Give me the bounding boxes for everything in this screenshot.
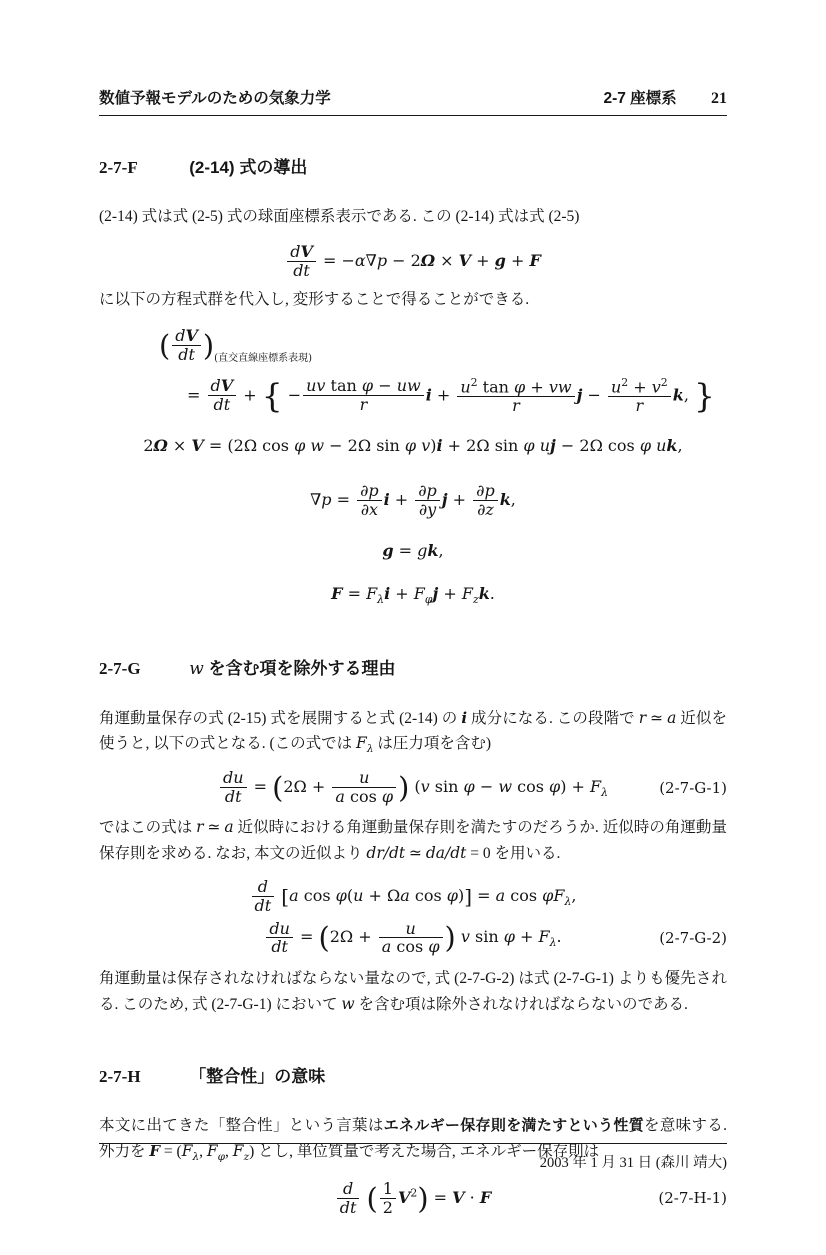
paragraph-f-intro: (2-14) 式は式 (2-5) 式の球面座標系表示である. この (2-14) 式は式 (2-5) — [99, 208, 580, 225]
section-heading-f — [99, 153, 727, 178]
footer-date: 2003 年 1 月 31 日 (森川 靖大) — [539, 1155, 727, 1171]
equation-friction: $F = F_\lambda i + F_\varphi j + F_zk$. — [331, 583, 495, 606]
header-page-number: 21 — [711, 90, 727, 107]
equation-number-h1: (2-7-H-1) — [658, 1189, 727, 1208]
equation-pressure-gradient: ∇p = $\frac{\partial p}{\partial x}$ i + $\frac{\partial p}{\partial y}$ j + $\frac{\partial p}{\partial z}$ k, — [310, 480, 516, 519]
document-page — [0, 86, 826, 1255]
paragraph-g-2: ではこの式は r ≃ a 近似時における角運動量保存則を満たすのだろうか. 近似時の角運動量保存則を求める. なお, 本文の近似より dr/dt ≃ da/dt = 0 を用いる. — [99, 818, 727, 862]
section-heading-h — [99, 1062, 727, 1087]
section-f-title: (2-14) 式の導出 — [189, 158, 308, 177]
section-h-label: 2-7-H — [99, 1066, 141, 1086]
equation-angular-momentum: $\frac{d}{dt}$ [a cos φ(u + Ωa cos φ)] = a $\cos \varphi F_\lambda$, — [250, 886, 577, 905]
equation-2-7-G-2: $\frac{du}{dt}$ = (2Ω + $\frac{u}{\text{a cos φ}}$ ) v $\sin \varphi + F_\lambda$. — [264, 927, 561, 946]
equation-2-7-H-1: $\frac{d}{dt}$ ( $\frac{1}{2}$ $V^2) = V \cdot F$ — [335, 1188, 491, 1207]
page-header — [99, 86, 727, 116]
section-g-label: 2-7-G — [99, 658, 141, 678]
equation-coriolis: 2Ω × V = (2Ω cos φ w − 2Ω sin φ v)i + 2Ω sin φ uj − 2Ω cos φ uk, — [143, 435, 683, 455]
equation-dvdt-expansion — [99, 327, 727, 415]
equation-number-g1: (2-7-G-1) — [659, 778, 727, 797]
equation-row-h1 — [99, 1180, 727, 1217]
section-g-title: w を含む項を除外する理由 — [189, 658, 396, 679]
equation-row-angular — [99, 878, 727, 915]
equation-row-g1 — [99, 769, 727, 806]
equation-number-g2: (2-7-G-2) — [659, 928, 727, 947]
paragraph-h-1: 本文に出てきた「整合性」という言葉はエネルギー保存則を満たすという性質を意味する. 外力を $F = (F_\lambda$, $F_\varphi$, $F_z$) とし, 単位質量で考えた場合, エネルギー保存則は — [99, 1116, 727, 1163]
equation-row-g2 — [99, 920, 727, 957]
section-h-title: 「整合性」の意味 — [189, 1066, 326, 1086]
equation-block-g2 — [99, 878, 727, 957]
section-f-label: 2-7-F — [99, 158, 138, 177]
page-footer — [99, 1143, 727, 1172]
paragraph-g-3: 角運動量は保存されなければならない量なので, 式 (2-7-G-2) は式 (2-7-G-1) よりも優先される. このため, 式 (2-7-G-1) において w を含む項は除外されなければならないのである. — [99, 970, 727, 1014]
equation-2-7-G-1: $\frac{du}{dt}$ = (2Ω + $\frac{u}{\text{a cos φ}}$ ) (v sin φ − w $\cos \varphi) + F_\lambda$ — [218, 777, 608, 796]
equation-dvdt-lhs: ( $\frac{dV}{dt}$ )$_{(直交直線座標系表現)}$ — [159, 326, 312, 365]
paragraph-f-follow: に以下の方程式群を代入し, 変形することで得ることができる. — [99, 290, 530, 308]
header-section: 2-7 座標系 — [603, 90, 677, 107]
paragraph-g-1: 角運動量保存の式 (2-15) 式を展開すると式 (2-14) の i 成分になる. この段階で r ≃ a 近似を使うと, 以下の式となる. (この式では $F_\lambda$ は圧力項を含む) — [99, 708, 727, 756]
header-right — [603, 86, 727, 108]
equation-gravity: g = gk, — [382, 540, 444, 560]
equation-dvdt-rhs: = $\frac{dV}{dt}$ + { − $\frac{\text{uv tan φ − uw}}{r}$ i + $\frac{u^2 \tan \varphi + vw}{r}$ j − $\frac{u^2 + v^2}{r}$ k, } — [187, 375, 715, 416]
running-title: 数値予報モデルのための気象力学 — [99, 90, 331, 107]
equation-motion: $\frac{dV}{dt}$ = −α∇p − 2Ω × V + g + F — [99, 243, 727, 280]
section-heading-g — [99, 654, 727, 679]
